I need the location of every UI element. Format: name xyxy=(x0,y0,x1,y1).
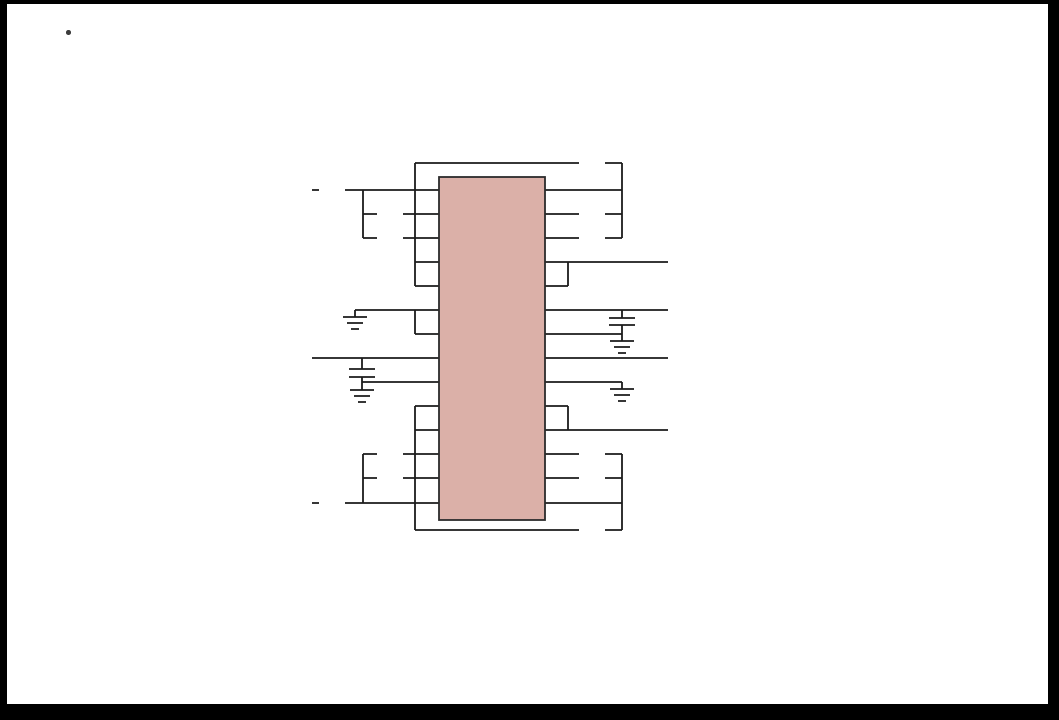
document-page xyxy=(7,4,1048,704)
schematic-svg xyxy=(270,130,790,540)
circuit-schematic-figure xyxy=(270,130,790,540)
bullet-dot xyxy=(66,30,71,35)
ic-body xyxy=(439,177,545,520)
